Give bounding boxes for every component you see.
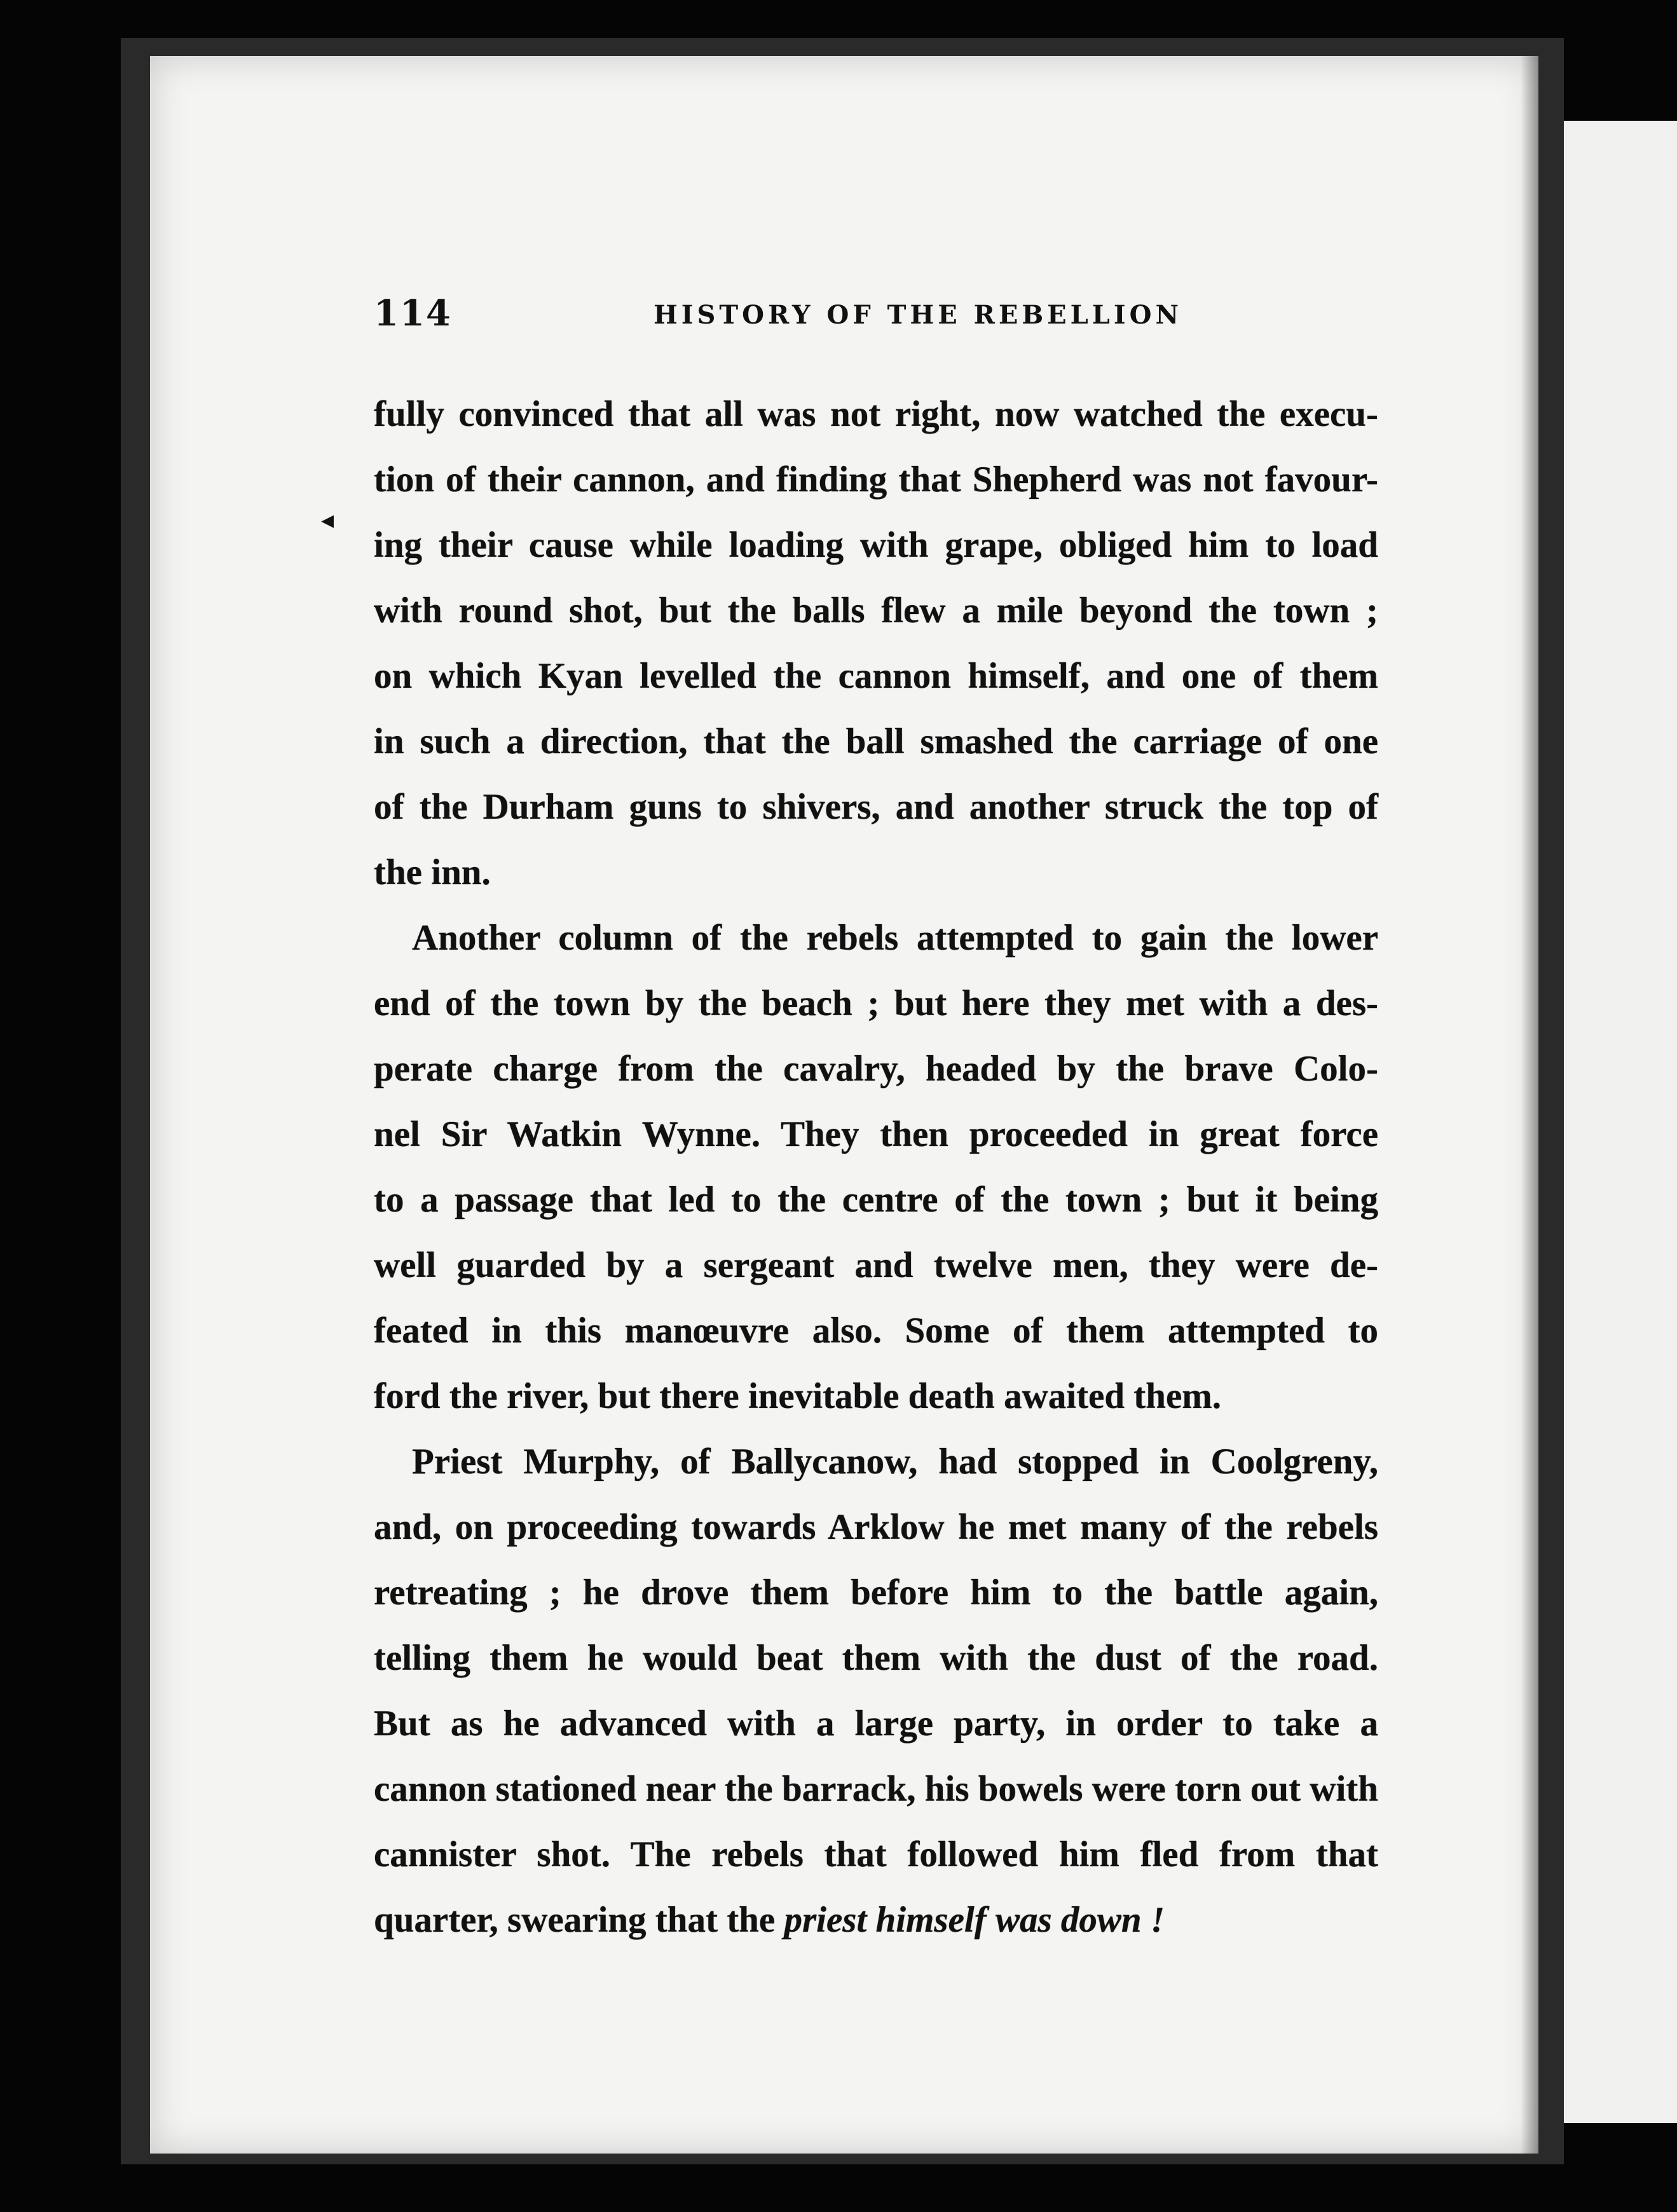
text-line: But as he advanced with a large party, in order to take a [374, 1703, 1378, 1744]
text-line: fully convinced that all was not right, now watched the execu- [374, 394, 1378, 434]
text-line: cannon stationed near the barrack, his bowels were torn out with [374, 1769, 1378, 1809]
text-line: nel Sir Watkin Wynne. They then proceeded in great force [374, 1114, 1378, 1154]
paragraph [374, 905, 1378, 1429]
text-line: end of the town by the beach ; but here they met with a des- [374, 983, 1378, 1023]
text-line: on which Kyan levelled the cannon himself, and one of them [374, 656, 1378, 696]
text-line: Another column of the rebels attempted to gain the lower [412, 918, 1378, 958]
text-line: ing their cause while loading with grape, obliged him to load [374, 525, 1378, 565]
running-head: HISTORY OF THE REBELLION [654, 300, 1183, 330]
text-line: cannister shot. The rebels that followed him fled from that [374, 1834, 1378, 1874]
text-line: telling them he would beat them with the dust of the road. [374, 1638, 1378, 1678]
text-line: with round shot, but the balls flew a mile beyond the town ; [374, 591, 1378, 631]
paragraph [374, 1429, 1378, 1953]
text-line: the inn. [374, 852, 491, 892]
text-line: and, on proceeding towards Arklow he met many of the rebels [374, 1507, 1378, 1547]
text-line: perate charge from the cavalry, headed by the brave Colo- [374, 1049, 1378, 1089]
text-line: Priest Murphy, of Ballycanow, had stopped in Coolgreny, [412, 1442, 1378, 1482]
margin-mark: ◂ [321, 505, 334, 535]
final-line-italic: priest himself was down ! [784, 1900, 1165, 1940]
text-line: of the Durham guns to shivers, and another struck the top of [374, 787, 1378, 827]
facing-page-edge [1551, 121, 1677, 2123]
paragraph [374, 381, 1378, 905]
text-line: retreating ; he drove them before him to the battle again, [374, 1573, 1378, 1613]
text-line: well guarded by a sergeant and twelve men, they were de- [374, 1245, 1378, 1285]
page-number: 114 [374, 292, 452, 334]
text-line: feated in this manœuvre also. Some of them attempted to [374, 1311, 1378, 1351]
text-line: tion of their cannon, and finding that Shepherd was not favour- [374, 460, 1378, 500]
body-text [374, 381, 1378, 1953]
final-line-plain: quarter, swearing that the [374, 1900, 784, 1940]
page-header [374, 292, 1378, 337]
text-line: to a passage that led to the centre of the town ; but it being [374, 1180, 1378, 1220]
final-text-line [374, 1887, 1378, 1953]
text-line: in such a direction, that the ball smashed the carriage of one [374, 721, 1378, 761]
text-line: ford the river, but there inevitable death awaited them. [374, 1376, 1222, 1416]
